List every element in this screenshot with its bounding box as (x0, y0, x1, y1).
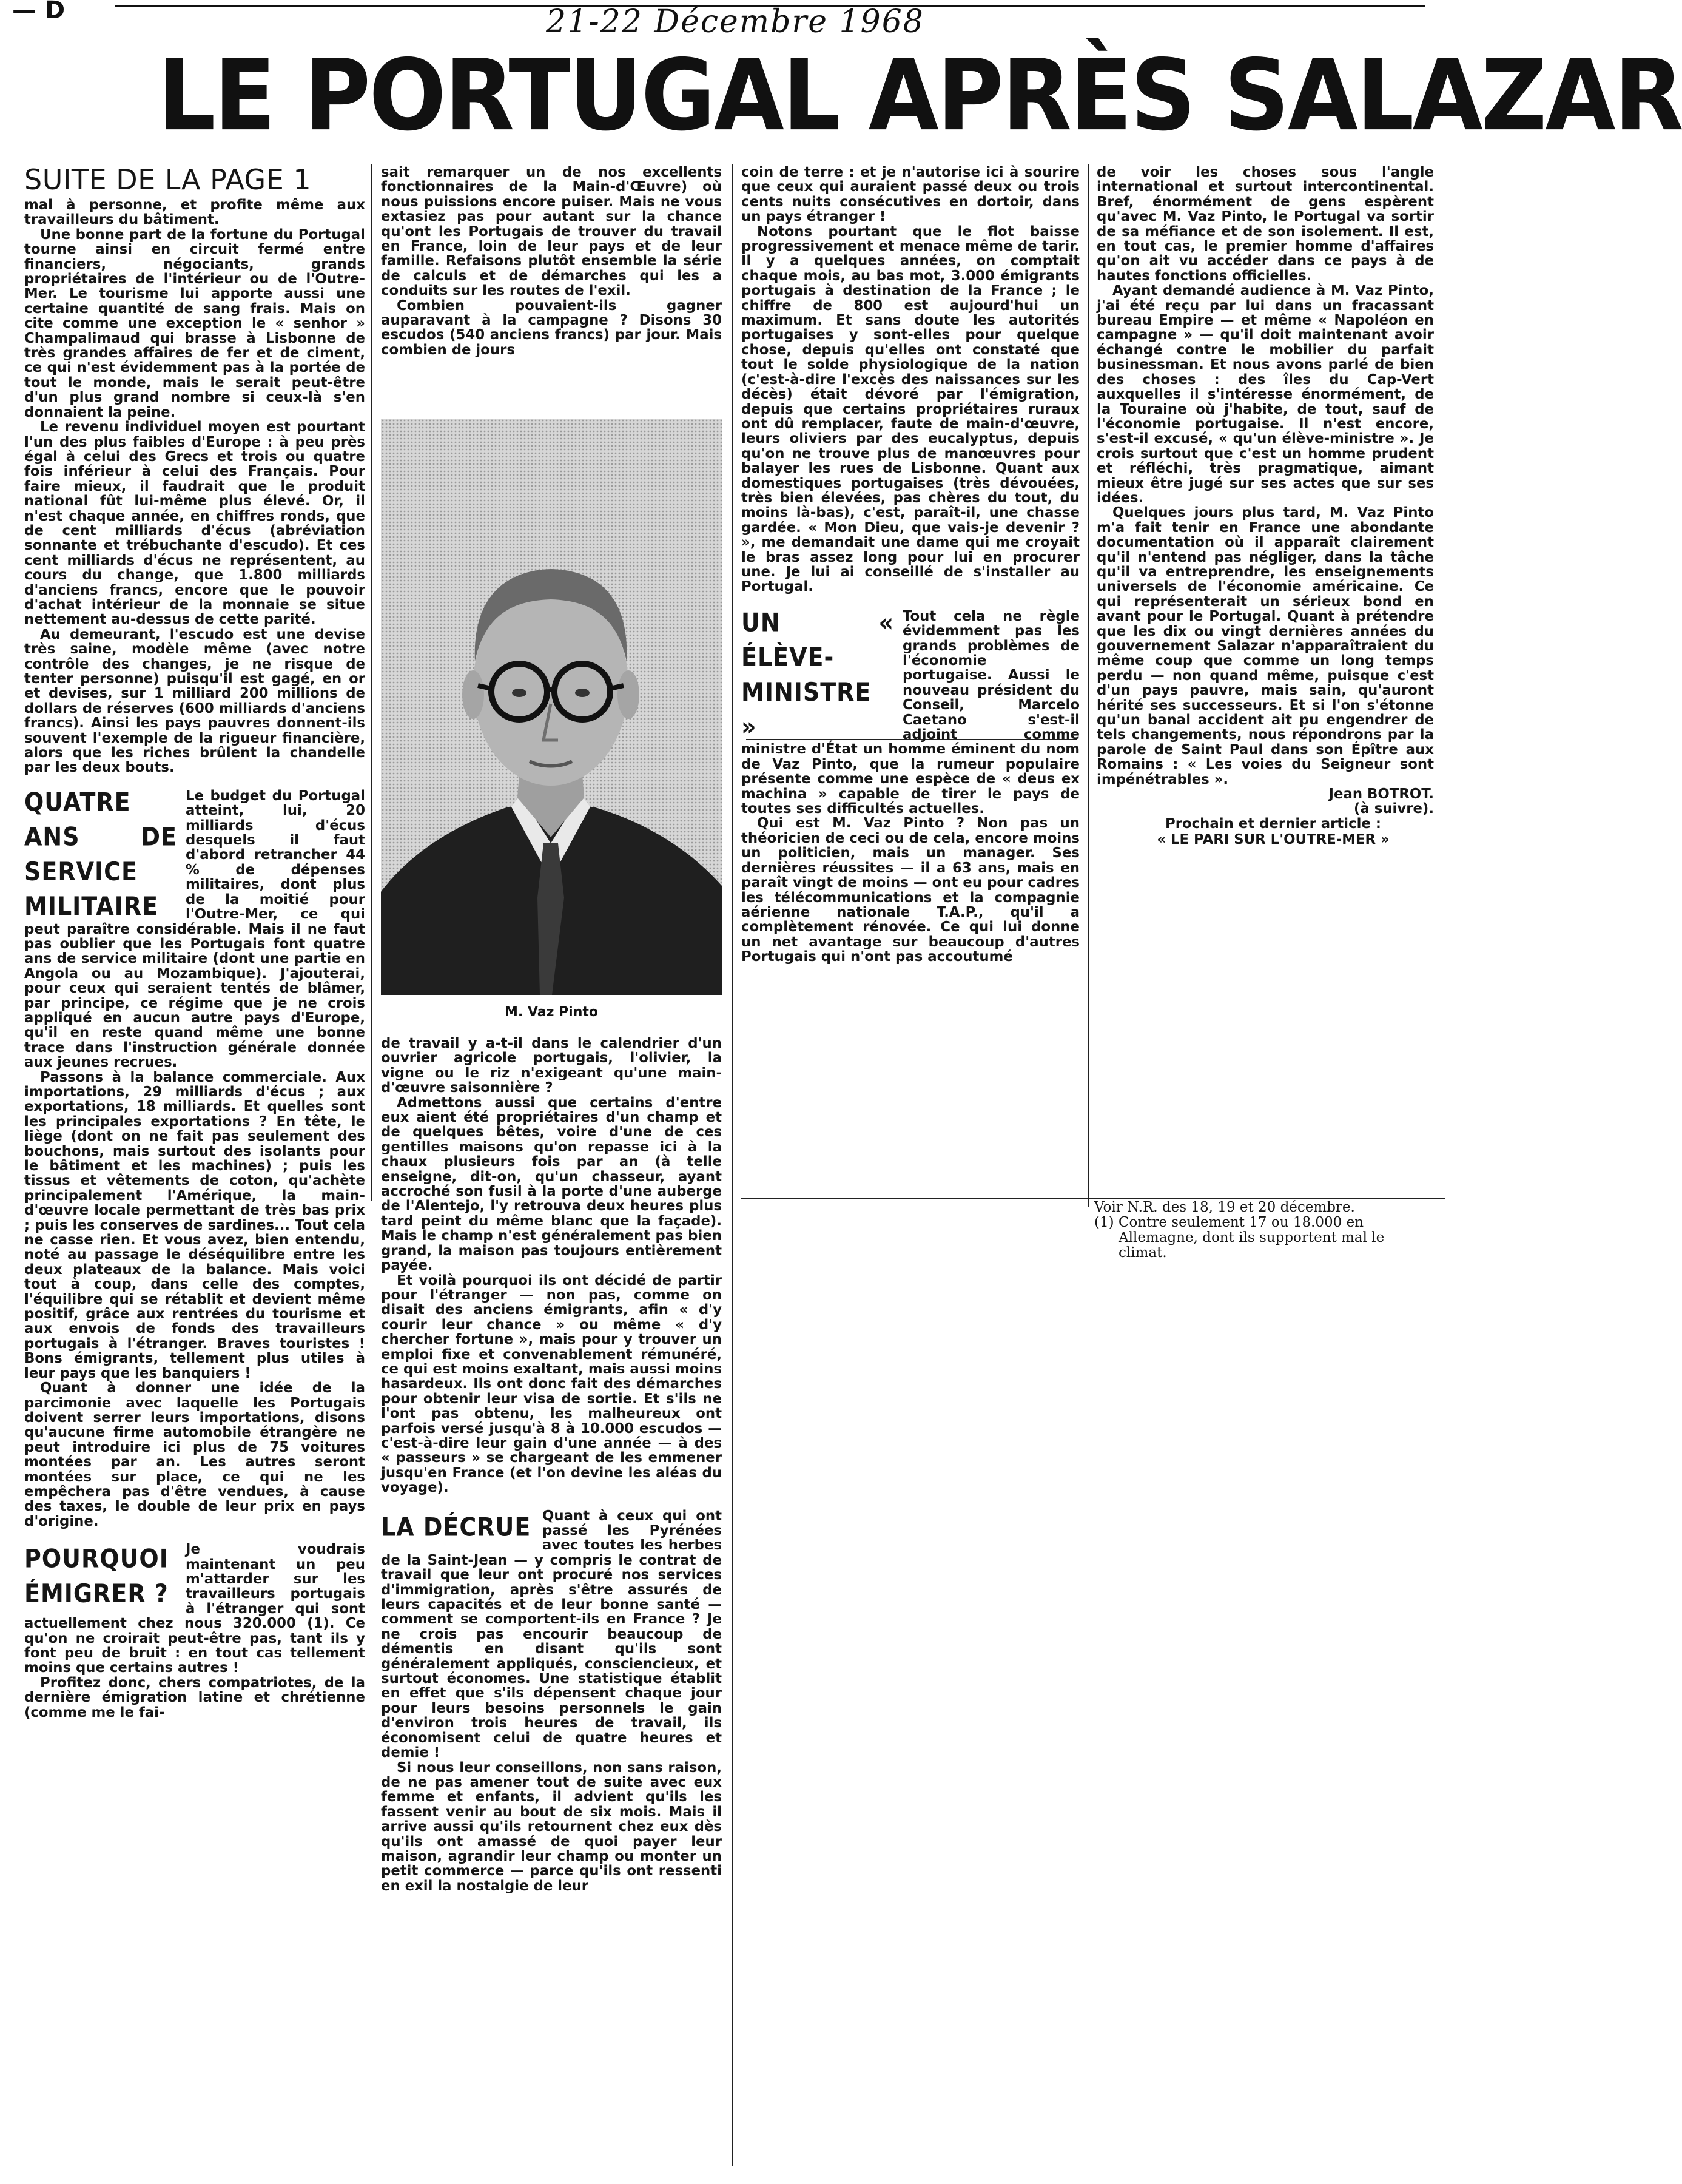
paragraph: sait remarquer un de nos excellents fonctionnaires de la Main-d'Œuvre) où nous puissions encore puiser. Mais ne vous extasiez pas pour autant sur la chance qu'ont les Portugais de trouver du travail en France, loin de leur pays et de leur famille. Refaisons plutôt ensemble la série de calculs et de démarches qui les a conduits sur les routes de l'exil. (381, 164, 722, 299)
paragraph: Quelques jours plus tard, M. Vaz Pinto m'a fait tenir en France une abondante documentation où il apparaît clairement qu'il n'entend pas négliger, dans la tâche qu'il va entreprendre, les enseignements universels de l'économie américaine. Ce qui représenterait un sérieux bond en avant pour le Portugal. Quant à prétendre que les dix ou vingt dernières années du gouvernement Salazar n'apparaîtraient du même coup que comme un long temps perdu — non quand même, puisque c'est d'un pays pauvre, mais sain, qu'auront hérité ses successeurs. Et si l'on s'étonne qu'un banal accident ait pu engendrer de tels changements, nous répondrons par la parole de Saint Paul dans son Épître aux Romains : « Les voies du Seigneur sont impénétrables ». (1097, 505, 1434, 787)
section-rule (741, 1198, 1445, 1199)
column-4 (1097, 165, 1434, 848)
paragraph: Combien pouvaient-ils gagner auparavant à la campagne ? Disons 30 escudos (540 anciens francs) par jour. Mais combien de jours (381, 297, 722, 358)
paragraph: Au demeurant, l'escudo est une devise très saine, modèle même (avec notre contrôle des changes, je ne risque de tenter personne) puisqu'il est gagé, en or et devises, sur 1 milliard 200 millions de dollars de réserves (600 milliards d'anciens francs). Ainsi les pays pauvres donnent-ils souvent l'exemple de la rigueur financière, alors que les riches brûlent la chandelle par les deux bouts. (24, 626, 365, 776)
next-article-title: « LE PARI SUR L'OUTRE-MER » (1157, 832, 1390, 848)
continuation-title: SUITE DE LA PAGE 1 (24, 163, 312, 196)
subheading: UN « ÉLÈVE-MINISTRE » (741, 607, 894, 741)
paragraph: Ayant demandé audience à M. Vaz Pinto, j'ai été reçu par lui dans un fracassant bureau Empire — et même « Napoléon en campagne » — qu'il doit maintenant avoir échangé contre le mobilier du parfait businessman. Et nous avons parlé de bien des choses : des îles du Cap-Vert auxquelles il s'intéresse énormément, de la Touraine où j'habite, de tout, sauf de l'économie portugaise. Il n'est encore, s'est-il excusé, « qu'un élève-ministre ». Je crois surtout que c'est un homme prudent et réfléchi, très pragmatique, aimant mieux être jugé sur ses actes que sur ses idées. (1097, 283, 1434, 506)
to-follow-note: (à suivre). (1354, 801, 1434, 817)
handwritten-date: 21-22 Décembre 1968 (546, 4, 924, 40)
photo-caption: M. Vaz Pinto (505, 1005, 598, 1020)
footnotes (1094, 1200, 1434, 1261)
paragraph: Quant à ceux qui ont passé les Pyrénées avec toutes les herbes de la Saint-Jean — y compris le contrat de travail que leur ont procuré nos services d'immigration, après s'être assurés de leurs capacités et de leur bonne santé — comment se comportent-ils en France ? Je ne crois pas encourir beaucoup de démentis en disant qu'ils sont généralement appliqués, consciencieux, et surtout économes. Une statistique établit en effet que s'ils dépensent chaque jour pour leurs besoins personnels le gain d'environ trois heures de travail, ils économisent celui de quatre heures et demie ! (381, 1508, 722, 1761)
subheading: POURQUOI ÉMIGRER ? (24, 1544, 169, 1608)
column-rule (732, 164, 733, 2166)
subheading: QUATRE ANS DE SERVICE MILITAIRE (24, 787, 177, 921)
paragraph: Quant à donner une idée de la parcimonie avec laquelle les Portugais doivent serrer leurs importations, disons qu'aucune firme automobile étrangère ne peut introduire ici plus de 75 voitures montées par an. Les autres seront montées sur place, ce qui ne les empêchera pas d'être vendues, à cause des taxes, le double de leur prix en pays d'origine. (24, 1380, 365, 1529)
corner-mark: — D (12, 0, 66, 24)
subheading: LA DÉCRUE (381, 1512, 531, 1542)
paragraph: de travail y a-t-il dans le calendrier d'un ouvrier agricole portugais, l'olivier, la vigne ou le riz n'exigeant qu'une main-d'œuvre saisonnière ? (381, 1036, 722, 1096)
column-2-top (381, 165, 722, 357)
portrait-photo (381, 419, 722, 1025)
column-1 (24, 163, 365, 1720)
see-also-note: Voir N.R. des 18, 19 et 20 décembre. (1094, 1199, 1355, 1215)
column-rule (1088, 164, 1089, 1207)
paragraph: Tout cela ne règle évidemment pas les grands problèmes de l'économie portugaise. Aussi le nouveau président du Conseil, Marcelo Caetano s'est-il adjoint comme ministre d'État un homme éminent du nom de Vaz Pinto, que la rumeur populaire présente comme une espèce de « deus ex machina » capable de tirer le pays de toutes ses difficultés actuelles. (741, 608, 1080, 817)
paragraph: Si nous leur conseillons, non sans raison, de ne pas amener tout de suite avec eux femme et enfants, il advient qu'ils les fassent venir au bout de six mois. Mais il arrive aussi qu'ils retournent chez eux dès qu'ils ont amassé de quoi payer leur maison, agrandir leur champ ou monter un petit commerce — parce qu'ils ont ressenti en exil la nostalgie de leur (381, 1759, 722, 1894)
paragraph: de voir les choses sous l'angle international et surtout intercontinental. Bref, énormément de gens espèrent qu'avec M. Vaz Pinto, le Portugal va sortir de sa méfiance et de son isolement. Il est, en tout cas, le premier homme d'affaires qu'on ait vu accéder dans ce pays à de hautes fonctions officielles. (1097, 164, 1434, 284)
portrait-image (381, 419, 722, 995)
paragraph: Une bonne part de la fortune du Portugal tourne ainsi en circuit fermé entre financiers, négociants, grands propriétaires de l'intérieur ou de l'Outre-Mer. Le tourisme lui apporte aussi une certaine quantité de sang frais. Mais on cite comme une exception le « senhor » Champalimaud qui brasse à Lisbonne de très grandes affaires de fer et de ciment, ce qui n'est évidemment pas à la portée de tout le monde, mais le serait peut-être d'un plus grand nombre si ceux-là s'en donnaient la peine. (24, 226, 365, 420)
paragraph: Notons pourtant que le flot baisse progressivement et menace même de tarir. Il y a quelques années, on comptait chaque mois, au bas mot, 3.000 émigrants portugais à destination de la France ; le chiffre de 800 est aujourd'hui un maximum. Et sans doute les autorités portugaises y sont-elles pour quelque chose, depuis qu'elles ont constaté que tout le solde physiologique de la nation (c'est-à-dire l'excès des naissances sur les décès) était dévoré par l'émigration, depuis que certains propriétaires ruraux ont dû remplacer, faute de main-d'œuvre, leurs oliviers par des eucalyptus, depuis qu'on ne trouve plus de manœuvres pour balayer les rues de Lisbonne. Quant aux domestiques portugaises (très dévouées, très bien élevées, pas chères du tout, du moins là-bas), c'est, paraît-il, une chasse gardée. « Mon Dieu, que vais-je devenir ? », me demandait une dame qui me croyait le bras assez long pour lui en procurer une. Je lui ai conseillé de s'installer au Portugal. (741, 223, 1080, 595)
column-3 (741, 165, 1080, 965)
paragraph: Je voudrais maintenant un peu m'attarder sur les travailleurs portugais à l'étranger qui sont actuellement chez nous 320.000 (1). Ce qu'on ne croirait peut-être pas, tant ils y font peu de bruit : en tout cas tellement moins que certains autres ! (24, 1542, 365, 1676)
paragraph: Le revenu individuel moyen est pourtant l'un des plus faibles d'Europe : à peu près égal à celui des Grecs et trois ou quatre fois inférieur à celui des Français. Pour faire mieux, il faudrait que le produit national fût lui-même plus élevé. Or, il n'est chaque année, en chiffres ronds, que de cent milliards d'écus (abréviation sonnante et trébuchante d'escudo). Et ces cent milliards d'écus ne représentent, au cours du change, que 1.800 milliards d'anciens francs, encore que le pouvoir d'achat intérieur de la monnaie se situe nettement au-dessus de cette parité. (24, 419, 365, 628)
column-2-bottom (381, 1036, 722, 1893)
paragraph: Qui est M. Vaz Pinto ? Non pas un théoricien de ceci ou de cela, encore moins un politicien, mais un manager. Ses dernières réussites — il a 63 ans, mais en paraît vingt de moins — ont eu pour cadres les télécommunications et la compagnie aérienne nationale T.A.P., qu'il a complètement rénovée. Ce qui lui donne un net avantage sur beaucoup d'autres Portugais qui n'ont pas accoutumé (741, 815, 1080, 965)
paragraph: Et voilà pourquoi ils ont décidé de partir pour l'étranger — non pas, comme on disait des anciens émigrants, afin « d'y courir leur chance » ou même « d'y chercher fortune », mais pour y trouver un emploi fixe et convenablement rémunéré, ce qui est moins exaltant, mais aussi moins hasardeux. Ils ont donc fait des démarches pour obtenir leur visa de sortie. Et s'ils ne l'ont pas obtenu, les malheureux ont parfois versé jusqu'à 8 à 10.000 escudos — c'est-à-dire leur gain d'une année — à des « passeurs » se chargeant de les emmener jusqu'en France (et l'on devine les aléas du voyage). (381, 1272, 722, 1496)
paragraph: mal à personne, et profite même aux travailleurs du bâtiment. (24, 197, 365, 228)
paragraph: Le budget du Portugal atteint, lui, 20 milliards d'écus desquels il faut d'abord retrancher 44 % de dépenses militaires, dont plus de la moitié pour l'Outre-Mer, ce qui peut paraître considérable. Mais il ne faut pas oublier que les Portugais font quatre ans de service militaire (dont une partie en Angola ou au Mozambique). J'ajouterai, pour ceux qui seraient tentés de blâmer, par principe, ce régime que je ne crois appliqué en aucun autre pays d'Europe, qu'il en reste quand même une bonne trace dans l'instruction générale donnée aux jeunes recrues. (24, 787, 365, 1071)
paragraph: Profitez donc, chers compatriotes, de la dernière émigration latine et chrétienne (comme me le fai- (24, 1674, 365, 1721)
footnote-1: (1) Contre seulement 17 ou 18.000 en Allemagne, dont ils supportent mal le climat. (1094, 1215, 1385, 1261)
paragraph: Admettons aussi que certains d'entre eux aient été propriétaires d'un champ et de quelques bêtes, voire d'une de ces gentilles maisons qu'on repasse ici à la chaux plusieurs fois par an (à telle enseigne, dit-on, qu'un chasseur, ayant accroché son fusil à la porte d'une auberge de l'Alentejo, l'y retrouva deux heures plus tard peint du même blanc que la façade). Mais le champ n'est généralement pas bien grand, la maison pas toujours entièrement payée. (381, 1094, 722, 1274)
paragraph: coin de terre : et je n'autorise ici à sourire que ceux qui auraient passé deux ou trois cents nuits consécutives en dortoir, dans un pays étranger ! (741, 164, 1080, 225)
paragraph: Passons à la balance commerciale. Aux importations, 29 milliards d'écus ; aux exportations, 18 milliards. Et quelles sont les principales exportations ? En tête, le liège (dont on ne fait pas seulement des bouchons, mais surtout des isolants pour le bâtiment et les machines) ; puis les tissus et vêtements de coton, qu'achète principalement l'Amérique, la main-d'œuvre locale permettant de très bas prix ; puis les conserves de sardines... Tout cela ne casse rien. Et vous avez, bien entendu, noté au passage le déséquilibre entre les deux plateaux de la balance. Mais voici tout à coup, dans celle des comptes, l'équilibre qui se rétablit et devient même positif, grâce aux rentrées du tourisme et aux envois de fonds des travailleurs portugais à l'étranger. Braves touristes ! Bons émigrants, tellement plus utiles à leur pays que les banquiers ! (24, 1069, 365, 1381)
column-rule (371, 164, 372, 1201)
headline: LE PORTUGAL APRÈS SALAZAR (158, 39, 1682, 153)
next-article-label: Prochain et dernier article : (1165, 815, 1381, 832)
author-signature: Jean BOTROT. (1328, 786, 1434, 803)
